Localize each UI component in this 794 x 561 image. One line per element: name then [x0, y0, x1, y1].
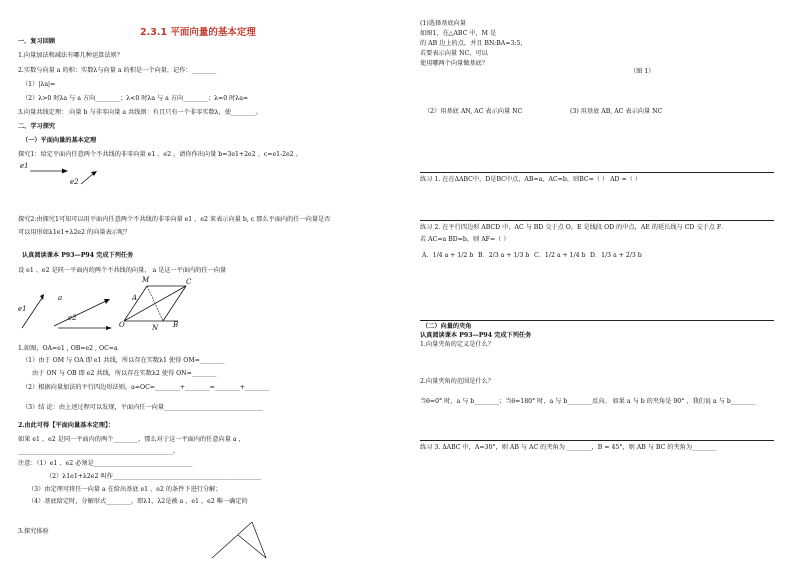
option-d: D．1/3 a + 2/3 b — [590, 252, 642, 259]
figure-1-label: （图 1） — [630, 68, 655, 75]
review-q3: 3.向量共线定理： 向量 b 与非零向量 a 共线则：有且只有一个非零实数λ，使________。 — [18, 109, 262, 116]
theorem-line2: __________________________________________________。 — [18, 448, 179, 455]
label-e2: e2 — [70, 178, 79, 186]
fig-label-e2: e2 — [68, 314, 77, 322]
option-a: A．1/4 a + 1/2 b — [422, 252, 474, 259]
q1-title: (1)选择基底向量 — [420, 20, 466, 27]
explore-1: 探究1：给定平面内任意两个不共线的非零向量 e1 、e2 ，请你作出向量 b=3e1+2e2 、c=e1-2e2 。 — [18, 151, 302, 158]
step1b: 由于 ON 与 OB 即 e2 共线，所以存在实数λ2 使得 ON=________ — [32, 370, 217, 377]
fig-label-B: B — [173, 321, 179, 329]
section-explore: 二、学习探究 — [18, 123, 56, 130]
fig-label-A: A — [132, 294, 138, 302]
explore-experience: 3.探究体验 — [18, 528, 49, 535]
option-c: C．1/2 a + 1/4 b — [534, 252, 586, 259]
q1-line-b: 的 AB 边上的点，并且 BN:BA=3:5， — [420, 40, 527, 47]
practice-1: 练习 1. 在在ΔABC中，D是BC中点，AB=a，AC=b，则BC=（ ） AD =（ ） — [420, 176, 642, 183]
fig-label-e1: e1 — [18, 305, 27, 313]
q1-line-a: 如图1，在△ABC 中，M 是 — [420, 30, 497, 37]
divider-4 — [420, 440, 774, 441]
theorem-line1: 如果 e1 、e2 是同一平面内的两个________，那么对于这一平面内的任意向量 a ， — [18, 436, 245, 443]
fig-label-N: N — [152, 324, 159, 332]
step1c: （2）根据向量加法的平行四边形法则，a=OC=________+________=________+________ — [22, 384, 270, 391]
angle-q1: 1.向量夹角的定义是什么？ — [420, 341, 494, 348]
setup-text: 设 e1 、e2 是同一平面内的两个不共线的向量， a 是这一平面内的任一向量 — [18, 267, 227, 274]
subsection-basic-theorem: （一）平面向量的基本定理 — [22, 137, 97, 144]
divider-2 — [420, 220, 774, 221]
angle-q2: 2.向量夹角的范围是什么？ — [420, 378, 494, 385]
q1-part3: (3) 用基底 AB, AC 表示向量 NC — [570, 108, 663, 115]
fig-label-O: O — [119, 321, 125, 329]
explore-2b: 可以用形如λ1e1+λ2e2 的向量表示呢？ — [18, 229, 131, 236]
q1-line-c: 若要表示向量 NC，可以 — [420, 50, 488, 57]
fig-label-C: C — [186, 278, 192, 286]
step1: 1.如图，OA=e1 , OB=e2 , OC=a — [18, 345, 118, 352]
step1d: （3）结 论：由上述过程可以发现，平面内任一向量________________________________ — [22, 404, 264, 411]
note-3: （3）由定理可将任一向量 a 在给出基底 e1 、e2 的条件下进行分解； — [28, 486, 222, 493]
review-q2b: （2）λ>0 时λa 与 a 方向________；λ<0 时λa 与 a 方向________；λ=0 时λa= — [22, 95, 249, 102]
reading-task-1: 认真阅读课本 P93—P94 完成下列任务 — [22, 252, 134, 259]
fig-label-a: a — [58, 294, 63, 302]
reading-task-2: 认真阅读课本 P93—P94 完成下列任务 — [420, 332, 532, 339]
practice-2a: 若 AC=a BD=b，则 AF=（ ） — [420, 236, 510, 243]
q1-part2: （2）用基底 AN, AC 表示向量 NC — [424, 108, 523, 115]
theorem-heading: 2.由此可得【平面向量基本定理】： — [18, 422, 115, 429]
review-q2: 2.实数与向量 a 的积：实数λ与向量 a 的积是一个向量，记作：________ — [18, 67, 217, 74]
step1a: （1）由于 OM 与 OA 即 e1 共线，所以存在实数λ1 使得 OM=________ — [22, 357, 225, 364]
vector-e2-arrow — [80, 170, 100, 186]
review-q2a: （1）|λa|= — [22, 81, 56, 88]
note-2: （2）λ1e1+λ2e2 叫作________________________________________________ — [46, 473, 262, 480]
decomposition-figure — [18, 278, 198, 336]
practice-3: 练习 3. ΔABC 中，A=30°，则 AB 与 AC 的夹角为 ________，B = 45°，则 AB 与 BC 的夹角为________ — [420, 444, 717, 451]
divider-3 — [420, 320, 774, 321]
divider-1 — [420, 172, 774, 173]
subsection-angle: （二）向量的夹角 — [422, 323, 472, 330]
option-b: B．2/3 a + 1/3 b — [478, 252, 530, 259]
explore-2a: 探究2:由探究1可知可以用平面内任意两个不共线的非零向量 e1 、e2 来表示向量 b, c 那么平面内的任一向量是否 — [18, 216, 331, 223]
review-q1: 1.向量加法和减法有哪几种运算法则？ — [18, 52, 123, 59]
fig-label-M: M — [142, 276, 150, 284]
label-e1: e1 — [20, 162, 29, 170]
practice-2: 练习 2. 在平行四边形 ABCD 中，AC 与 BD 交于点 O，E 是线段 OD 的中点，AE 的延长线与 CD 交于点 F． — [420, 224, 728, 231]
note-1: 注意：（1）e1 、e2 必须是________________________________ — [18, 460, 193, 467]
triangle-sketch — [210, 520, 270, 560]
angle-q3: 当θ=0° 时，a 与 b________；当θ=180° 时，a 与 b________反向。 如果 a 与 b 的夹角是 90° ，我们说 a 与 b________ — [420, 398, 756, 405]
q1-line-d: 使用哪两个向量做基底？ — [420, 60, 489, 67]
page-title: 2.3.1 平面向量的基本定理 — [140, 27, 256, 38]
section-review: 一、复习回顾 — [18, 38, 56, 45]
vector-e1-arrow — [30, 166, 70, 176]
note-4: （4）基底给定时，分解形式________，即λ1，λ2是被 a ，e1 ，e2 唯一确定的 — [28, 498, 248, 505]
